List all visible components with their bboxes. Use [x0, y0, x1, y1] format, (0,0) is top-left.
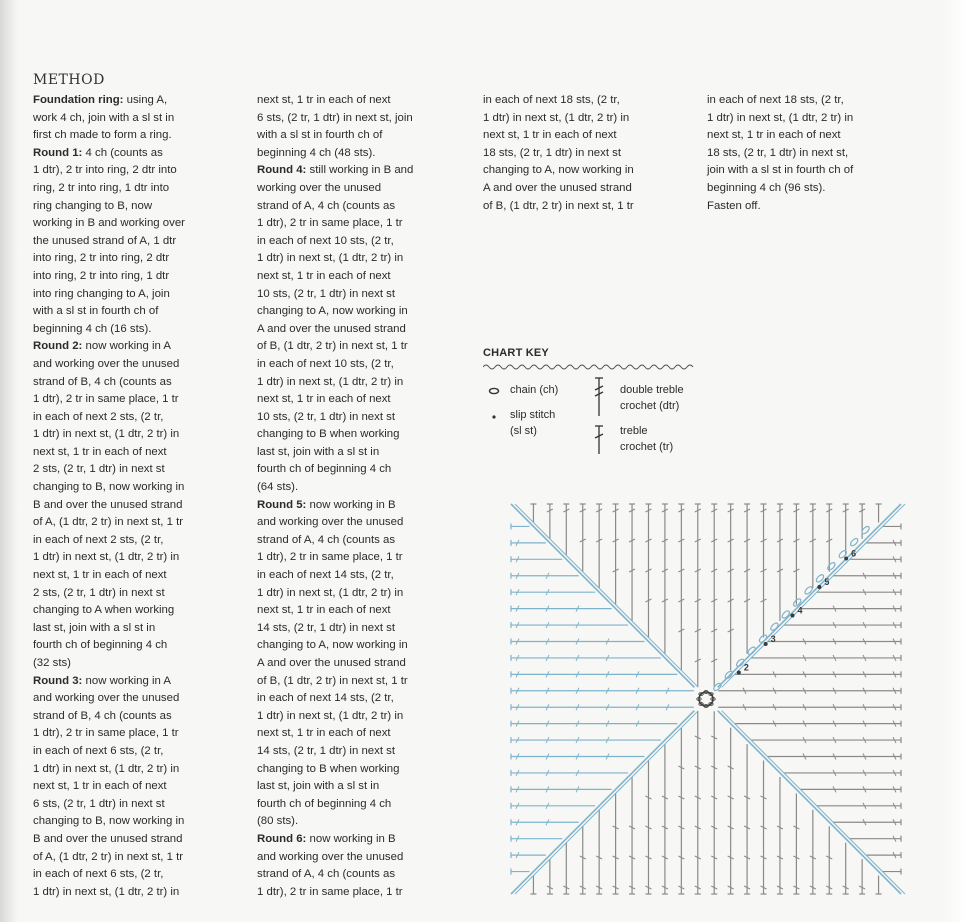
instruction-line: A and over the unused strand [483, 181, 632, 194]
instruction-line: strand of A, 4 ch (counts as [257, 199, 396, 212]
instruction-line: in each of next 6 sts, (2 tr, [33, 744, 164, 757]
instruction-line: and working over the unused [257, 516, 404, 529]
instruction-line: in each of next 6 sts, (2 tr, [33, 868, 164, 881]
round-text: still working in B and [306, 164, 414, 177]
dtr-diagonal-mark [511, 711, 694, 894]
instruction-line: work 4 ch, join with a sl st in [33, 111, 175, 124]
round-line [33, 145, 255, 163]
key-chain-label: chain (ch) [510, 384, 559, 396]
instruction-line: of B, (1 dtr, 2 tr) in next st, 1 tr [483, 199, 634, 212]
instruction-line: 1 dtr) in next st, (1 dtr, 2 tr) in [33, 885, 180, 898]
instruction-line: last st, join with a sl st in [257, 445, 380, 458]
round-number-label: 6 [851, 548, 857, 559]
chain-mark [770, 622, 780, 632]
instruction-line: 1 dtr), 2 tr into ring, 2 dtr into [33, 164, 177, 177]
round-text: now working in A [82, 340, 171, 353]
instruction-line: (32 sts) [33, 657, 71, 669]
instruction-line: (80 sts). [257, 815, 299, 828]
dtr-diagonal-mark [511, 504, 694, 687]
instruction-line: 1 dtr) in next st, (1 dtr, 2 tr) in [33, 762, 180, 775]
instruction-line: next st, 1 tr in each of next [257, 727, 391, 740]
instruction-line: 6 sts, (2 tr, 1 dtr) in next st, join [257, 111, 413, 124]
instruction-line: in each of next 14 sts, (2 tr, [257, 569, 394, 582]
instructions-column-1 [33, 92, 255, 901]
instruction-line: last st, join with a sl st in [33, 621, 156, 634]
instruction-line: changing to B when working [257, 428, 400, 441]
round-label: Round 6: [257, 832, 307, 845]
key-dtr-label-1: double treble [620, 384, 684, 396]
instruction-line: 1 dtr) in next st, (1 dtr, 2 tr) in [33, 428, 180, 441]
instruction-line: 1 dtr), 2 tr in same place, 1 tr [257, 217, 403, 230]
slip-stitch-mark [817, 585, 821, 589]
instruction-line: next st, 1 tr in each of next [33, 569, 167, 582]
round-text: now working in B [306, 498, 396, 511]
instruction-line: ring, 2 tr into ring, 1 dtr into [33, 181, 170, 194]
key-slip-stitch-label-1: slip stitch [510, 409, 556, 421]
instruction-line: strand of B, 4 ch (counts as [33, 709, 172, 722]
round-text: now working in A [82, 674, 171, 687]
chart-key-title: CHART KEY [483, 347, 549, 359]
instruction-line: 14 sts, (2 tr, 1 dtr) in next st [257, 621, 396, 634]
round-label: Round 5: [257, 498, 307, 511]
instruction-line: strand of A, 4 ch (counts as [257, 533, 396, 546]
instruction-line: in each of next 2 sts, (2 tr, [33, 410, 164, 423]
instruction-line: working in B and working over [33, 217, 185, 230]
wavy-line-icon [483, 362, 698, 372]
instruction-line: next st, 1 tr in each of next [33, 780, 167, 793]
instruction-line: changing to B, now working in [33, 481, 185, 494]
instruction-line: 1 dtr) in next st, (1 dtr, 2 tr) in [707, 111, 854, 124]
instruction-line: 1 dtr) in next st, (1 dtr, 2 tr) in [33, 551, 180, 564]
instruction-line: 1 dtr), 2 tr in same place, 1 tr [33, 393, 179, 406]
instruction-line: changing to A, now working in [257, 305, 408, 318]
instruction-line: the unused strand of A, 1 dtr [33, 234, 177, 247]
instruction-line: 1 dtr) in next st, (1 dtr, 2 tr) in [257, 709, 404, 722]
instruction-line: of B, (1 dtr, 2 tr) in next st, 1 tr [257, 674, 408, 687]
instruction-line: with a sl st in fourth ch of [257, 129, 383, 142]
slip-stitch-mark [791, 614, 795, 618]
round-line [33, 92, 255, 110]
chain-mark [849, 537, 859, 547]
chain-mark [724, 670, 734, 680]
instruction-line: beginning 4 ch (16 sts). [33, 322, 152, 335]
key-dtr-label-2: crochet (dtr) [620, 400, 680, 412]
instruction-line: next st, 1 tr in each of next [483, 129, 617, 142]
instruction-line: 18 sts, (2 tr, 1 dtr) in next st, [707, 146, 849, 159]
instruction-line: into ring, 2 tr into ring, 1 dtr [33, 269, 170, 282]
instruction-line: changing to B when working [257, 762, 400, 775]
instruction-line: in each of next 14 sts, (2 tr, [257, 692, 394, 705]
round-text: 4 ch (counts as [82, 146, 163, 159]
round-line [257, 497, 479, 515]
key-tr-label-2: crochet (tr) [620, 441, 674, 453]
dtr-diagonal-mark [515, 711, 698, 894]
page-gutter-shadow [0, 0, 18, 922]
instruction-line: next st, 1 tr in each of next [257, 269, 391, 282]
instruction-line: next st, 1 tr in each of next [257, 94, 391, 106]
instruction-line: 2 sts, (2 tr, 1 dtr) in next st [33, 463, 165, 476]
instruction-line: 1 dtr), 2 tr in same place, 1 tr [257, 551, 403, 564]
method-heading: METHOD [33, 72, 105, 88]
instruction-line: in each of next 18 sts, (2 tr, [707, 94, 844, 106]
instruction-line: last st, join with a sl st in [257, 780, 380, 793]
round-line [33, 338, 255, 356]
instruction-line: of B, (1 dtr, 2 tr) in next st, 1 tr [257, 340, 408, 353]
instruction-line: join with a sl st in fourth ch of [707, 164, 854, 177]
instruction-line: 1 dtr), 2 tr in same place, 1 tr [33, 727, 179, 740]
instruction-line: ring changing to B, now [33, 199, 153, 212]
instruction-line: with a sl st in fourth ch of [33, 305, 159, 318]
instruction-line: in each of next 10 sts, (2 tr, [257, 234, 394, 247]
instruction-line: 1 dtr) in next st, (1 dtr, 2 tr) in [257, 586, 404, 599]
instruction-line: changing to A, now working in [483, 164, 634, 177]
key-tr-label-1: treble [620, 425, 648, 437]
slip-stitch-symbol-icon [490, 413, 498, 421]
instruction-line: 10 sts, (2 tr, 1 dtr) in next st [257, 410, 396, 423]
instruction-line: and working over the unused [33, 357, 180, 370]
instruction-line: in each of next 10 sts, (2 tr, [257, 357, 394, 370]
round-number-label: 2 [743, 662, 749, 673]
round-number-label: 5 [824, 577, 830, 587]
instruction-line: next st, 1 tr in each of next [257, 393, 391, 406]
dtr-diagonal-mark [718, 504, 901, 687]
chain-symbol-icon [488, 386, 502, 396]
round-label: Round 1: [33, 146, 83, 159]
treble-symbol-icon [592, 424, 606, 456]
instruction-line: into ring, 2 tr into ring, 2 dtr [33, 252, 170, 265]
instruction-line: 10 sts, (2 tr, 1 dtr) in next st [257, 287, 396, 300]
instruction-line: into ring changing to A, join [33, 287, 170, 300]
instructions-column-4 [707, 92, 929, 215]
instruction-line: of A, (1 dtr, 2 tr) in next st, 1 tr [33, 516, 184, 529]
round-label: Round 3: [33, 674, 83, 687]
round-label: Round 2: [33, 340, 83, 353]
instruction-line: (64 sts). [257, 481, 299, 494]
instruction-line: 1 dtr) in next st, (1 dtr, 2 tr) in [257, 375, 404, 388]
instruction-line: 18 sts, (2 tr, 1 dtr) in next st [483, 146, 622, 159]
instruction-line: working over the unused [257, 181, 382, 194]
crochet-chart [505, 498, 907, 900]
page-edge [942, 0, 966, 922]
instruction-line: next st, 1 tr in each of next [257, 604, 391, 617]
instruction-line: of A, (1 dtr, 2 tr) in next st, 1 tr [33, 850, 184, 863]
instruction-line: beginning 4 ch (48 sts). [257, 146, 376, 159]
instruction-line: 1 dtr) in next st, (1 dtr, 2 tr) in [483, 111, 630, 124]
instruction-line: beginning 4 ch (96 sts). [707, 181, 826, 194]
chain-mark [781, 610, 791, 620]
instruction-line: 2 sts, (2 tr, 1 dtr) in next st [33, 586, 165, 599]
round-line [257, 162, 479, 180]
slip-stitch-mark [737, 671, 741, 675]
key-slip-stitch-label-2: (sl st) [510, 425, 537, 437]
instruction-line: 1 dtr) in next st, (1 dtr, 2 tr) in [257, 252, 404, 265]
instruction-line: and working over the unused [33, 692, 180, 705]
slip-stitch-mark [764, 642, 768, 646]
instruction-line: B and over the unused strand [33, 832, 183, 845]
instruction-line: fourth ch of beginning 4 ch [257, 797, 392, 810]
round-text: now working in B [306, 832, 396, 845]
instruction-line: 6 sts, (2 tr, 1 dtr) in next st [33, 797, 165, 810]
instruction-line: and working over the unused [257, 850, 404, 863]
instruction-line: Fasten off. [707, 199, 761, 212]
round-label: Foundation ring: [33, 94, 124, 106]
dtr-diagonal-mark [718, 711, 901, 894]
instruction-line: A and over the unused strand [257, 657, 406, 669]
double-treble-symbol-icon [592, 376, 606, 418]
round-line [257, 831, 479, 849]
instruction-line: A and over the unused strand [257, 322, 406, 335]
instruction-line: fourth ch of beginning 4 ch [33, 639, 168, 652]
instruction-line: in each of next 2 sts, (2 tr, [33, 533, 164, 546]
instruction-line: fourth ch of beginning 4 ch [257, 463, 392, 476]
round-text: using A, [123, 94, 168, 106]
round-number-label: 3 [770, 634, 776, 644]
round-number-label: 4 [797, 605, 803, 616]
instruction-line: next st, 1 tr in each of next [33, 445, 167, 458]
slip-stitch-mark [844, 557, 848, 561]
round-label: Round 4: [257, 164, 307, 177]
instruction-line: strand of B, 4 ch (counts as [33, 375, 172, 388]
instructions-column-3 [483, 92, 705, 215]
instruction-line: 1 dtr), 2 tr in same place, 1 tr [257, 885, 403, 898]
instruction-line: in each of next 18 sts, (2 tr, [483, 94, 620, 106]
instruction-line: first ch made to form a ring. [33, 129, 172, 142]
instruction-line: changing to B, now working in [33, 815, 185, 828]
instruction-line: B and over the unused strand [33, 498, 183, 511]
instruction-line: changing to A when working [33, 604, 175, 617]
instruction-line: 14 sts, (2 tr, 1 dtr) in next st [257, 744, 396, 757]
instruction-line: next st, 1 tr in each of next [707, 129, 841, 142]
instructions-column-2 [257, 92, 479, 901]
round-line [33, 673, 255, 691]
instruction-line: changing to A, now working in [257, 639, 408, 652]
instruction-line: strand of A, 4 ch (counts as [257, 868, 396, 881]
